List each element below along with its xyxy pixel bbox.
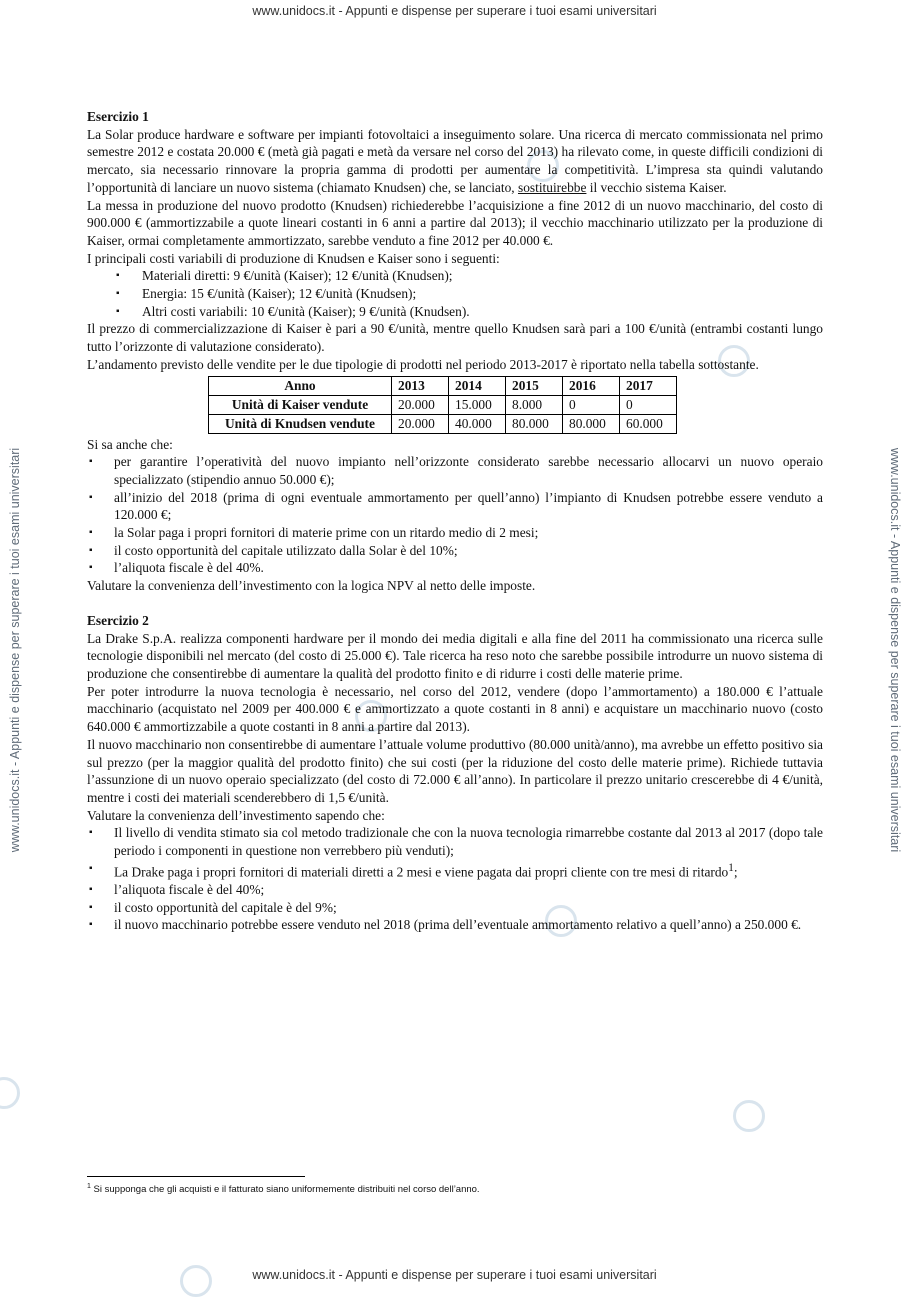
- table-cell: 20.000: [392, 395, 449, 414]
- exercise-2-paragraph-4: Valutare la convenienza dell’investimento sapendo che:: [87, 807, 385, 823]
- exercise-2-paragraph-2: Per poter introdurre la nuova tecnologia è necessario, nel corso del 2012, vendere (dopo l’ammortamento) a 180.000 € l’attuale macchinario (acquistato nel 2009 per 400.000 € e ammortizzato a quote costanti in 8 anni) e acquistare un macchinario nuovo (costo 640.000 € ammortizzabile a quote costanti in 8 anni a partire dal 2013).: [87, 683, 823, 735]
- list-item: ▪ l’aliquota fiscale è del 40%.: [87, 559, 823, 577]
- exercise-1-title: Esercizio 1: [87, 109, 149, 124]
- table-cell: 80.000: [506, 414, 563, 433]
- exercise-1: [87, 108, 823, 595]
- list-item: ▪ la Solar paga i propri fornitori di materie prime con un ritardo medio di 2 mesi;: [87, 524, 823, 542]
- underlined-word: sostituirebbe: [517, 179, 587, 195]
- table-cell: Unità di Kaiser vendute: [209, 395, 392, 414]
- table-cell: 8.000: [506, 395, 563, 414]
- list-item: ▪ il costo opportunità del capitale utilizzato dalla Solar è del 10%;: [87, 542, 823, 560]
- table-cell: 40.000: [449, 414, 506, 433]
- watermark-right: www.unidocs.it - Appunti e dispense per superare i tuoi esami universitari: [888, 447, 902, 853]
- list-item: ▪ il costo opportunità del capitale è del 9%;: [87, 899, 823, 917]
- table-cell: 15.000: [449, 395, 506, 414]
- exercise-1-paragraph-2: La messa in produzione del nuovo prodotto (Knudsen) richiederebbe l’acquisizione a fine 2012 di un nuovo macchinario, del costo di 900.000 € (ammortizzabile a quote lineari costanti in 6 anni a partire dal 2013); il vecchio macchinario utilizzato per la produzione di Kaiser, ormai completamente ammortizzato, sarebbe venduto a fine 2012 per 40.000 €.: [87, 197, 823, 248]
- watermark-logo-icon: [180, 1265, 212, 1297]
- footnote-reference[interactable]: 1: [728, 861, 734, 874]
- table-header-cell: 2014: [449, 376, 506, 395]
- list-item: ▪ l’aliquota fiscale è del 40%;: [87, 881, 823, 899]
- exercise-1-paragraph-7: Valutare la convenienza dell’investimento con la logica NPV al netto delle imposte.: [87, 578, 536, 594]
- list-item: ▪ La Drake paga i propri fornitori di materiali diretti a 2 mesi e viene pagata dai propri cliente con tre mesi di ritardo$^1$;: [87, 860, 823, 881]
- table-cell: 20.000: [392, 414, 449, 433]
- exercise-1-paragraph-5: L’andamento previsto delle vendite per le due tipologie di prodotti nel periodo 2013-2017 è riportato nella tabella sottostante.: [87, 356, 759, 372]
- table-header-row: [209, 376, 677, 395]
- watermark-bottom: www.unidocs.it - Appunti e dispense per superare i tuoi esami universitari: [252, 1268, 657, 1282]
- watermark-left: www.unidocs.it - Appunti e dispense per superare i tuoi esami universitari: [8, 447, 22, 853]
- variable-costs-list: [87, 267, 823, 320]
- list-item: ▪ per garantire l’operatività del nuovo impianto nell’orizzonte considerato sarebbe necessario allocarvi un nuovo operaio specializzato (stipendio annuo 50.000 €);: [87, 453, 823, 488]
- exercise-1-paragraph-6: Si sa anche che:: [87, 436, 173, 452]
- exercise-1-paragraph-4: Il prezzo di commercializzazione di Kaiser è pari a 90 €/unità, mentre quello Knudsen sarà pari a 100 €/unità (entrambi costanti lungo tutto l’orizzonte di valutazione considerato).: [87, 321, 823, 355]
- footnote-mark: 1: [87, 1183, 91, 1190]
- table-cell: Unità di Knudsen vendute: [209, 414, 392, 433]
- table-cell: 60.000: [620, 414, 677, 433]
- table-header-cell: Anno: [209, 376, 392, 395]
- watermark-top: www.unidocs.it - Appunti e dispense per superare i tuoi esami universitari: [252, 4, 657, 18]
- table-row: [209, 414, 677, 433]
- list-item: ▪ all’inizio del 2018 (prima di ogni eventuale ammortamento per quell’anno) l’impianto di Knudsen potrebbe essere venduto a 120.000 €;: [87, 489, 823, 524]
- footnote-divider: [87, 1176, 305, 1177]
- list-item: ▪ Materiali diretti: 9 €/unità (Kaiser); 12 €/unità (Knudsen);: [87, 267, 823, 285]
- table-header-cell: 2015: [506, 376, 563, 395]
- exercise-2-facts-list: [87, 824, 823, 934]
- table-header-cell: 2013: [392, 376, 449, 395]
- footnote: [87, 1183, 480, 1195]
- exercise-2-paragraph-1: La Drake S.p.A. realizza componenti hardware per il mondo dei media digitali e alla fine del 2011 ha commissionato una ricerca sulle tecnologie disponibili nel mercato (del costo di 25.000 €). Tale ricerca ha reso noto che sarebbe possibile introdurre un nuovo sistema di produzione che consentirebbe di aumentare la qualità del prodotto finito e di ridurre i costi delle materie prime.: [87, 630, 823, 681]
- exercise-2-title: Esercizio 2: [87, 612, 149, 628]
- watermark-logo-icon: [733, 1100, 765, 1132]
- exercise-1-facts-list: [87, 453, 823, 577]
- list-item: ▪ Altri costi variabili: 10 €/unità (Kaiser); 9 €/unità (Knudsen).: [87, 303, 823, 321]
- table-row: [209, 395, 677, 414]
- exercise-1-paragraph-3: I principali costi variabili di produzione di Knudsen e Kaiser sono i seguenti:: [87, 250, 500, 266]
- table-header-cell: 2017: [620, 376, 677, 395]
- exercise-2: [87, 612, 823, 934]
- footnote-text: Si supponga che gli acquisti e il fatturato siano uniformemente distribuiti nel corso dell’anno.: [90, 1184, 480, 1196]
- table-header-cell: 2016: [563, 376, 620, 395]
- sales-table: [208, 376, 677, 434]
- list-item: ▪ il nuovo macchinario potrebbe essere venduto nel 2018 (prima dell’eventuale ammortamento relativo a quell’anno) a 250.000 €.: [87, 916, 823, 934]
- table-cell: 80.000: [563, 414, 620, 433]
- list-item: ▪ Energia: 15 €/unità (Kaiser); 12 €/unità (Knudsen);: [87, 285, 823, 303]
- exercise-2-paragraph-3: Il nuovo macchinario non consentirebbe di aumentare l’attuale volume produttivo (80.000 unità/anno), ma avrebbe un effetto positivo sia sul prezzo (per la maggior qualità del prodotto finito) che sui costi (per la riduzione del costo delle materie prime). Richiede tuttavia l’assunzione di un nuovo operaio specializzato (del costo di 72.000 € all’anno). In particolare il prezzo unitario crescerebbe di 4 €/unità, mentre i costi dei materiali scenderebbero di 1,5 €/unità.: [87, 736, 823, 805]
- table-cell: 0: [620, 395, 677, 414]
- table-cell: 0: [563, 395, 620, 414]
- document-body: [87, 108, 823, 934]
- list-item: ▪ Il livello di vendita stimato sia col metodo tradizionale che con la nuova tecnologia rimarrebbe costante dal 2013 al 2017 (dopo tale periodo i componenti in questione non verrebbero più venduti);: [87, 824, 823, 859]
- exercise-1-paragraph-1: La Solar produce hardware e software per impianti fotovoltaici a inseguimento solare. Una ricerca di mercato commissionata nel primo semestre 2012 e costata 20.000 € (metà già pagati e metà da versare nel corso del 2013) ha rilevato come, in queste difficili condizioni di mercato, sia necessario rinnovare la propria gamma di prodotti per aumentare la competitività. L’impresa sta quindi valutando l’opportunità di lanciare un nuovo sistema (chiamato Knudsen) che, se lanciato, sostituirebbe il vecchio sistema Kaiser.: [87, 126, 823, 195]
